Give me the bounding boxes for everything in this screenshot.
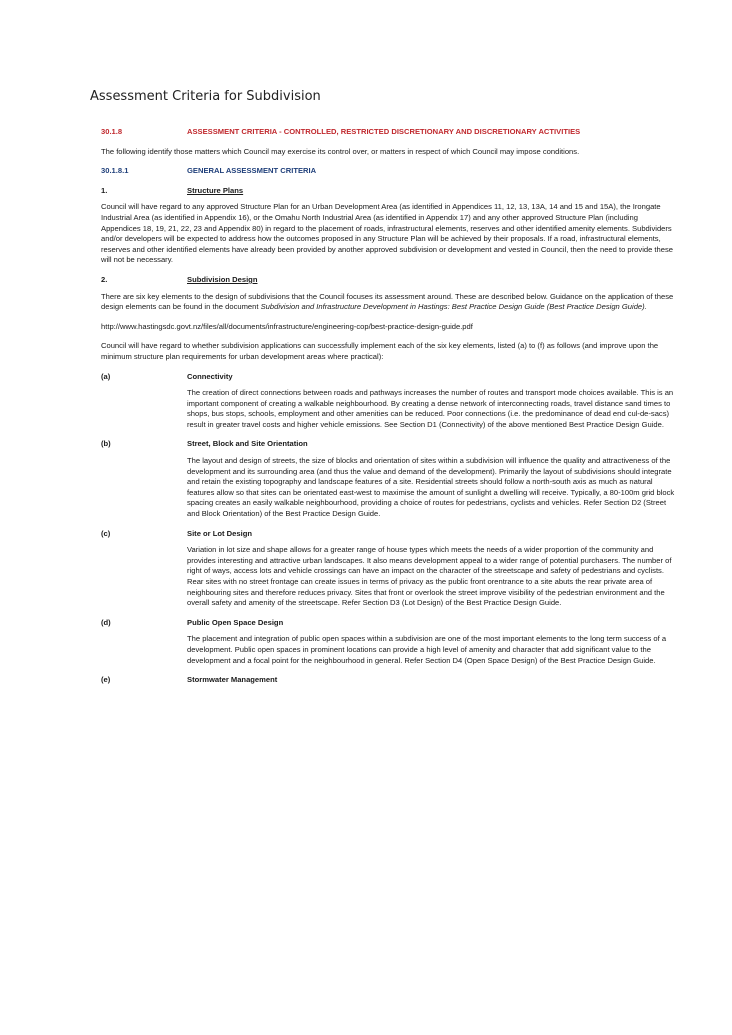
element-title: Site or Lot Design [187,528,252,538]
guide-title: Subdivision and Infrastructure Development in Hastings: Best Practice Design Guide (Best Practice Design Guide). [260,302,647,312]
element-text-a: The creation of direct connections between roads and pathways increases the number of routes and transport mode choices available. This is an important component of creating a walkable neighbourhood. By creating a dense network of interconnecting roads, travel distance sand times to shops, bus stops, schools, employment and other amenities can be reduced. Poor connections (i.e. the predominance of dead end cul-de-sacs) result in greater travel costs and higher vehicle emissions. See Section D1 (Connectivity) of the above mentioned Best Practice Design Guide. [187,388,674,429]
element-letter: (e) [101,675,111,685]
subsection-title: GENERAL ASSESSMENT CRITERIA [187,166,317,176]
element-heading-a [101,372,678,383]
section-title: ASSESSMENT CRITERIA - CONTROLLED, RESTRICTED DISCRETIONARY AND DISCRETIONARY ACTIVITIES [187,127,581,136]
document-body [101,127,678,686]
section-intro: The following identify those matters which Council may exercise its control over, or matters in respect of which Council may impose conditions. [101,146,580,156]
subdivision-design-text-a: There are six key elements to the design of subdivisions that the Council focuses its assessment around. These are described below. Guidance on the application of these design elements can be found in the document [101,291,674,312]
element-letter: (a) [101,371,111,381]
subdivision-design-text [101,292,678,313]
section-number: 30.1.8 [101,127,123,136]
element-text-b: The layout and design of streets, the size of blocks and orientation of sites within a subdivision will influence the quality and attractiveness of the development and its surrounding area (and thus the value and demand of the development). Primarily the layout of subdivisions should integrate and retain the existing topography and landscape features of a site. Residential streets should follow a north-south axis as much as natural features allow so that sites can be orientated east-west to maximise the amount of sunlight a dwelling will receive. Typically, a 80-100m grid block spacing creates an easily walkable neighbourhood, providing a choice of routes for pedestrians, cyclists and vehicles. Refer Section D2 (Street and Block Orientation) of the Best Practice Design Guide. [187,456,675,519]
element-text-c: Variation in lot size and shape allows for a greater range of house types which meets the needs of a wider proportion of the community and provides interesting and attractive urban landscapes. It also means development appeal to a wider range of potential purchasers. The number of right of ways, access lots and vehicle crossings can have an impact on the character of the streetscape and safety of pedestrians and cyclists. Rear sites with no street frontage can create issues in terms of privacy as the public front orentrance to a site abuts the rear private area of neighbouring sites and therefore reduces privacy. Sites that front or overlook the street improve visibility of the pedestrian environment and the overall safety and amenity of the streetscape. Refer Section D3 (Lot Design) of the Best Practice Design Guide. [187,545,672,608]
element-letter: (b) [101,439,111,449]
section-heading-30-1-8 [101,127,678,138]
page-title: Assessment Criteria for Subdivision [90,89,321,104]
subdivision-design-text-b: Council will have regard to whether subdivision applications can successfully implement each of the six key elements, listed (a) to (f) as follows (and improve upon the minimum structure plan requirements for urban development areas where practical): [101,341,659,361]
element-heading-b [101,439,678,450]
item-heading-structure-plans [101,186,678,197]
item-title: Subdivision Design [187,274,258,284]
element-letter: (d) [101,617,111,627]
item-heading-subdivision-design [101,275,678,286]
guide-url: http://www.hastingsdc.govt.nz/files/all/documents/infrastructure/engineering-cop/best-practice-design-guide.pdf [101,321,473,331]
item-title: Structure Plans [187,185,244,195]
subsection-number: 30.1.8.1 [101,166,129,176]
element-title: Street, Block and Site Orientation [187,439,308,449]
element-title: Public Open Space Design [187,617,284,627]
section-heading-30-1-8-1 [101,166,678,177]
item-number: 1. [101,185,108,195]
item-number: 2. [101,274,108,284]
element-letter: (c) [101,528,111,538]
element-heading-d [101,618,678,629]
element-title: Stormwater Management [187,675,278,685]
element-heading-e [101,675,678,686]
element-heading-c [101,529,678,540]
element-title: Connectivity [187,371,233,381]
structure-plans-text: Council will have regard to any approved Structure Plan for an Urban Development Area (as identified in Appendices 11, 12, 13, 13A, 14 and 15 and 15A), the Irongate Industrial Area (as identified in Appendix 16), or the Omahu North Industrial Area (as identified in Appendix 17) and any other approved Structure Plan (including Appendices 18, 19, 21, 22, 23 and Appendix 80) in regard to the placement of roads, infrastructural elements, reserves and other identified amenity elements. Subdividers and/or developers will be expected to address how the outcomes proposed in any Structure Plan will be achieved by their proposals. If a road, infrastructural elements, reserves and other identified elements have already been provided by another approved subdivision or development and vested in Council, then the need to provide these will not be necessary. [101,202,674,265]
element-text-d: The placement and integration of public open spaces within a subdivision are one of the most important elements to the long term success of a development. Public open spaces in prominent locations can provide a high level of amenity and character that add significant value to the development and a focal point for the neighbourhood in general. Refer Section D4 (Open Space Design) of the Best Practice Design Guide. [187,634,667,665]
